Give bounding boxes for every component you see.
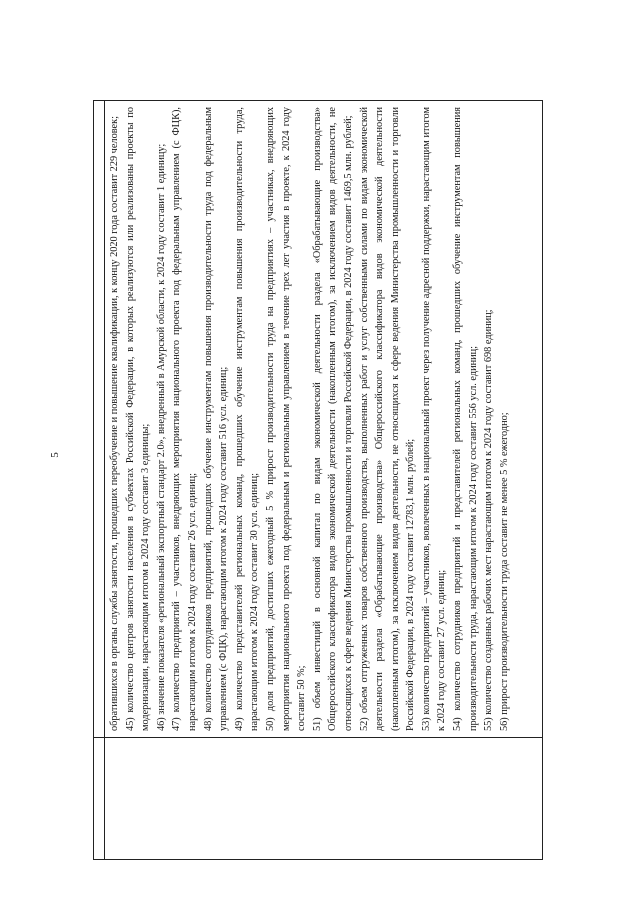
indicator-item: 55) количество созданных рабочих мест нарастающим итогом к 2024 году составит 698 единиц;	[483, 309, 495, 731]
indicator-item: 46) значение показателя «региональный экспортный стандарт 2.0», внедренный в Амурской области, к 2024 году составит 1 единицу;	[155, 143, 167, 731]
indicator-item: 54) количество сотрудников предприятий и представителей региональных команд, прошедших обучение инструментам повышения производительности труда, нарастающим итогом к 2024 году составит 556 усл. единиц;	[452, 107, 479, 731]
indicator-item: 49) количество представителей региональных команд, прошедших обучение инструментам повышения производительности труда, нарастающим итогом к 2024 году составит 30 усл. единиц;	[233, 107, 261, 731]
indicator-item: 48) количество сотрудников предприятий, прошедших обучение инструментам повышения производительности труда под федеральным управлением (с ФЦК), нарастающим итогом к 2024 году составит 516 усл. единиц;	[202, 107, 230, 731]
page-number: 5	[48, 452, 61, 458]
table-top-row	[94, 101, 105, 859]
indicator-item: 52) объем отгруженных товаров собственного производства, выполненных работ и услуг собственными силами по видам экономической деятельности раздела «Обрабатывающие производства» Общероссийского классификатора видов экономической деятельности (накопленным итогом), за исключением видов деятельности, не относящихся к сфере ведения Министерства промышленности и торговли Российской Федерации, в 2024 году составит 12783,1 млн. рублей;	[358, 107, 417, 731]
rotated-table-wrapper	[93, 100, 543, 860]
indicator-item: 56) прирост производительности труда составит не менее 5 % ежегодно;	[498, 412, 510, 731]
table-label-cell	[105, 737, 542, 859]
indicator-item: 50) доля предприятий, достигших ежегодный 5 % прирост производительности труда на предприятиях – участниках, внедряющих мероприятия национального проекта под федеральным и региональным управлением в течение трех лет участия в проекте, к 2024 году составит 50 %;	[264, 107, 308, 731]
indicator-item: обратившихся в органы службы занятости, прошедших переобучение и повышение квалификации, к концу 2020 года составит 229 человек;	[109, 116, 120, 731]
indicators-table	[93, 100, 543, 860]
table-body-row	[105, 101, 542, 859]
indicator-item: 51) объем инвестиций в основной капитал по видам экономической деятельности раздела «Обрабатывающие производства» Общероссийского классификатора видов экономической деятельности (накопленным итогом), за исключением видов деятельности, не относящихся к сфере ведения Министерства промышленности и торговли Российской Федерации, в 2024 году составит 1469,5 млн. рублей;	[311, 107, 354, 731]
indicator-item: 47) количество предприятий – участников, внедряющих мероприятия национального проекта под федеральным управлением (с ФЦК), нарастающим итогом к 2024 году составит 26 усл. единиц;	[171, 107, 198, 731]
indicator-item: 53) количество предприятий – участников, вовлеченных в национальный проект через получение адресной поддержки, нарастающим итогом к 2024 году составит 27 усл. единиц;	[420, 107, 448, 731]
indicators-list-cell	[105, 101, 542, 737]
indicator-item: 45) количество центров занятости населения в субъектах Российской Федерации, в которых реализуются или реализованы проекты по модернизации, нарастающим итогом в 2024 году составит 3 единицы;	[124, 107, 152, 731]
table-top-left-cell	[94, 737, 104, 859]
table-top-right-cell	[94, 101, 104, 737]
